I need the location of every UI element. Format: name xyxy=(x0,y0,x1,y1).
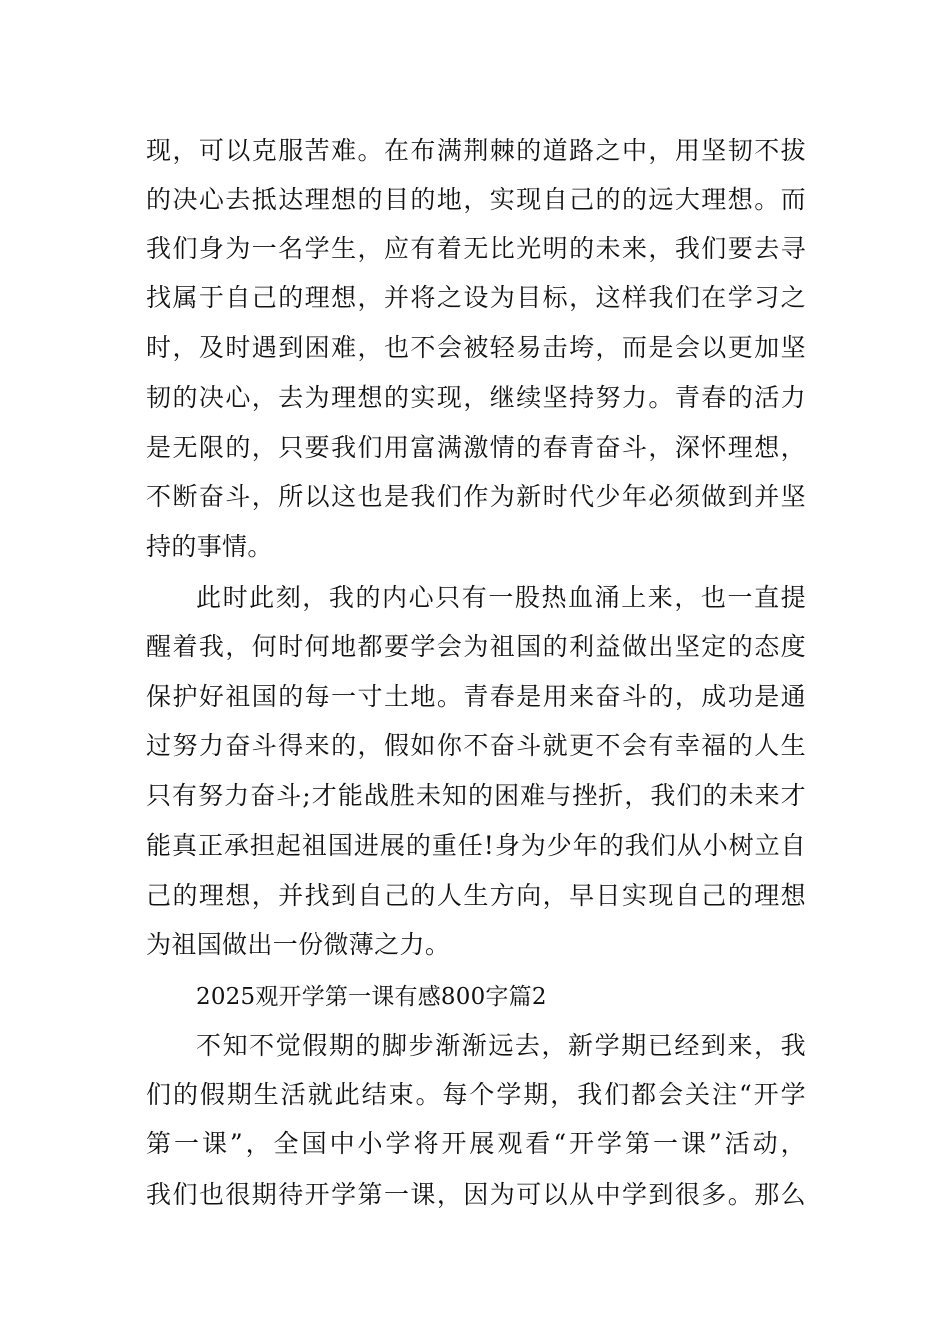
text-line: 为祖国做出一份微薄之力。 xyxy=(146,930,451,959)
text-line: 保护好祖国的每一寸土地。青春是用来奋斗的，成功是通 xyxy=(146,682,806,711)
text-line: 第一课”，全国中小学将开展观看“开学第一课”活动， xyxy=(146,1129,806,1158)
text-line: 时，及时遇到困难，也不会被轻易击垮，而是会以更加坚 xyxy=(146,333,806,362)
text-line: 能真正承担起祖国进展的重任!身为少年的我们从小树立自 xyxy=(146,831,806,860)
text-line: 的决心去抵达理想的目的地，实现自己的的远大理想。而 xyxy=(146,185,806,214)
text-line: 是无限的，只要我们用富满激情的春青奋斗，深怀理想， xyxy=(146,433,806,462)
text-line: 持的事情。 xyxy=(146,532,273,561)
text-line: 找属于自己的理想，并将之设为目标，这样我们在学习之 xyxy=(146,283,806,312)
text-line: 己的理想，并找到自己的人生方向，早日实现自己的理想 xyxy=(146,881,806,910)
text-line: 此时此刻，我的内心只有一股热血涌上来，也一直提 xyxy=(196,583,806,612)
text-line: 不知不觉假期的脚步渐渐远去，新学期已经到来，我 xyxy=(196,1031,806,1060)
text-line: 过努力奋斗得来的，假如你不奋斗就更不会有幸福的人生 xyxy=(146,731,806,760)
text-line: 现，可以克服苦难。在布满荆棘的道路之中，用坚韧不拔 xyxy=(146,136,806,165)
section-heading: 2025观开学第一课有感800字篇2 xyxy=(196,984,547,1010)
text-line: 只有努力奋斗;才能战胜未知的困难与挫折，我们的未来才 xyxy=(146,781,806,810)
text-line: 醒着我，何时何地都要学会为祖国的利益做出坚定的态度 xyxy=(146,632,806,661)
text-line: 我们身为一名学生，应有着无比光明的未来，我们要去寻 xyxy=(146,234,806,263)
text-line: 不断奋斗，所以这也是我们作为新时代少年必须做到并坚 xyxy=(146,482,806,511)
text-line: 韧的决心，去为理想的实现，继续坚持努力。青春的活力 xyxy=(146,383,806,412)
text-line: 们的假期生活就此结束。每个学期，我们都会关注“开学 xyxy=(146,1080,806,1109)
text-line: 我们也很期待开学第一课，因为可以从中学到很多。那么 xyxy=(146,1180,806,1209)
